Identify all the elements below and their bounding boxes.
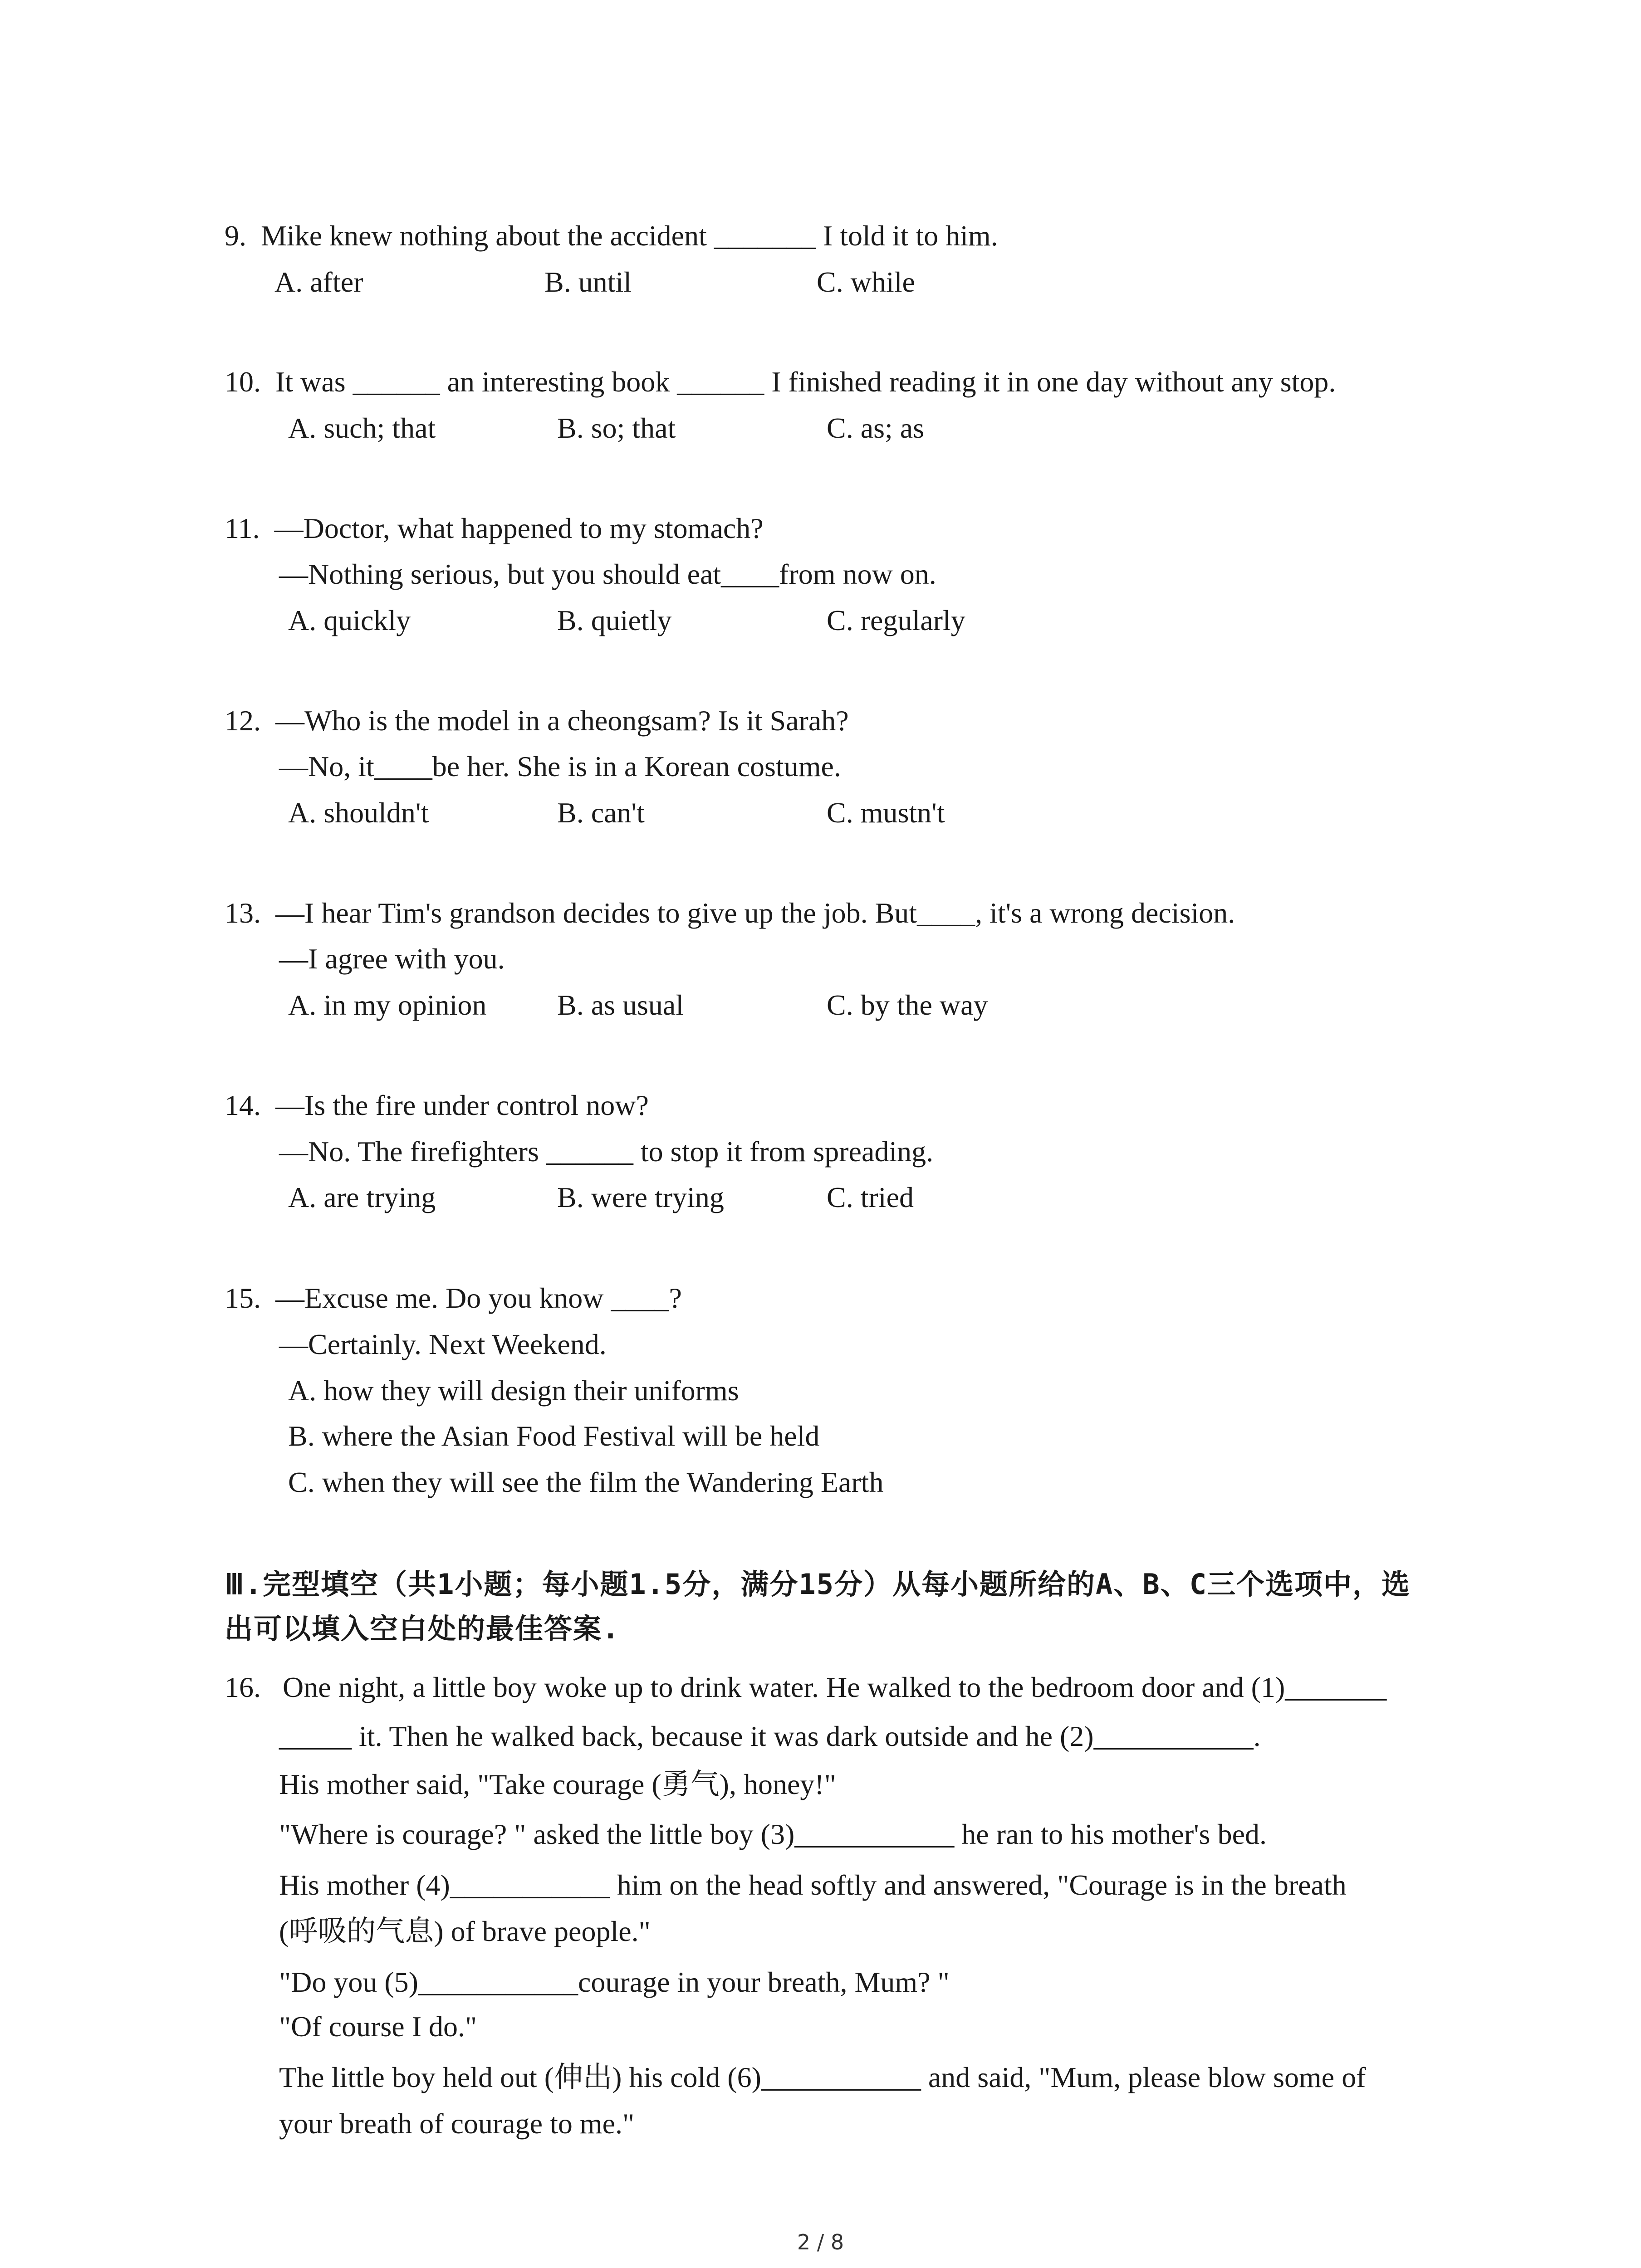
question-text: Mike knew nothing about the accident _______ I told it to him. (261, 220, 998, 252)
question-9 (225, 221, 998, 250)
question-text: —Who is the model in a cheongsam? Is it Sarah? (275, 704, 849, 737)
option-a: A. are trying (288, 1181, 436, 1213)
passage-16 (225, 1673, 1386, 1702)
question-text-line2: —Nothing serious, but you should eat____from now on. (279, 558, 936, 590)
passage-line: _____ it. Then he walked back, because it was dark outside and he (2)___________. (279, 1720, 1261, 1752)
option-b: B. as usual (557, 989, 684, 1021)
passage-line: "Where is courage? " asked the little boy (3)___________ he ran to his mother's bed. (279, 1818, 1267, 1850)
option-a: A. after (274, 266, 363, 298)
section-heading: Ⅲ.完型填空（共1小题；每小题1.5分，满分15分）从每小题所给的A、B、C三个选项中，选 (225, 1568, 1411, 1601)
question-11 (225, 514, 764, 543)
question-14 (225, 1091, 649, 1120)
question-text-line2: —I agree with you. (279, 943, 505, 975)
question-text-line2: —Certainly. Next Weekend. (279, 1328, 607, 1360)
passage-line: His mother (4)___________ him on the head softly and answered, "Courage is in the breath (279, 1869, 1347, 1901)
passage-line: The little boy held out (伸出) his cold (6)___________ and said, "Mum, please blow some of (279, 2061, 1366, 2093)
option-a: A. quickly (288, 604, 411, 636)
option-b: B. where the Asian Food Festival will be held (288, 1420, 820, 1452)
passage-line: His mother said, "Take courage (勇气), honey!" (279, 1768, 836, 1800)
option-b: B. quietly (557, 604, 672, 636)
question-text-line2: —No. The firefighters ______ to stop it from spreading. (279, 1135, 934, 1168)
option-c: C. as; as (827, 412, 925, 444)
question-13 (225, 899, 1235, 928)
option-b: B. until (544, 266, 632, 298)
page-number: 2 / 8 (797, 2230, 844, 2254)
passage-line: "Do you (5)___________courage in your breath, Mum? " (279, 1966, 950, 1998)
question-number: 15. (225, 1282, 261, 1314)
question-number: 10. (225, 366, 261, 398)
question-number: 14. (225, 1089, 261, 1121)
question-12 (225, 706, 849, 735)
option-c: C. while (817, 266, 915, 298)
question-number: 12. (225, 704, 261, 737)
option-c: C. when they will see the film the Wandering Earth (288, 1466, 884, 1498)
question-text: —Doctor, what happened to my stomach? (274, 512, 764, 544)
question-text: —Excuse me. Do you know ____? (275, 1282, 682, 1314)
question-number: 13. (225, 897, 261, 929)
option-c: C. tried (827, 1181, 914, 1213)
question-10 (225, 367, 1336, 396)
option-a: A. shouldn't (288, 797, 429, 829)
option-c: C. mustn't (827, 797, 945, 829)
option-b: B. can't (557, 797, 645, 829)
question-number: 9. (225, 220, 246, 252)
question-text: —I hear Tim's grandson decides to give up the job. But____, it's a wrong decision. (275, 897, 1235, 929)
option-a: A. in my opinion (288, 989, 487, 1021)
question-number: 16. (225, 1671, 261, 1703)
question-text: It was ______ an interesting book ______ I finished reading it in one day without any stop. (275, 366, 1336, 398)
option-c: C. regularly (827, 604, 965, 636)
option-b: B. so; that (557, 412, 676, 444)
passage-line: "Of course I do." (279, 2010, 477, 2043)
option-c: C. by the way (827, 989, 988, 1021)
section-heading-line2: 出可以填入空白处的最佳答案. (225, 1612, 620, 1645)
option-b: B. were trying (557, 1181, 724, 1213)
passage-line: (呼吸的气息) of brave people." (279, 1915, 651, 1947)
passage-line: One night, a little boy woke up to drink water. He walked to the bedroom door and (1)_______ (283, 1671, 1387, 1703)
passage-line: your breath of courage to me." (279, 2107, 635, 2140)
question-number: 11. (225, 512, 260, 544)
option-a: A. how they will design their uniforms (288, 1374, 739, 1407)
question-15 (225, 1284, 682, 1313)
question-text-line2: —No, it____be her. She is in a Korean costume. (279, 750, 841, 782)
option-a: A. such; that (288, 412, 436, 444)
question-text: —Is the fire under control now? (275, 1089, 649, 1121)
